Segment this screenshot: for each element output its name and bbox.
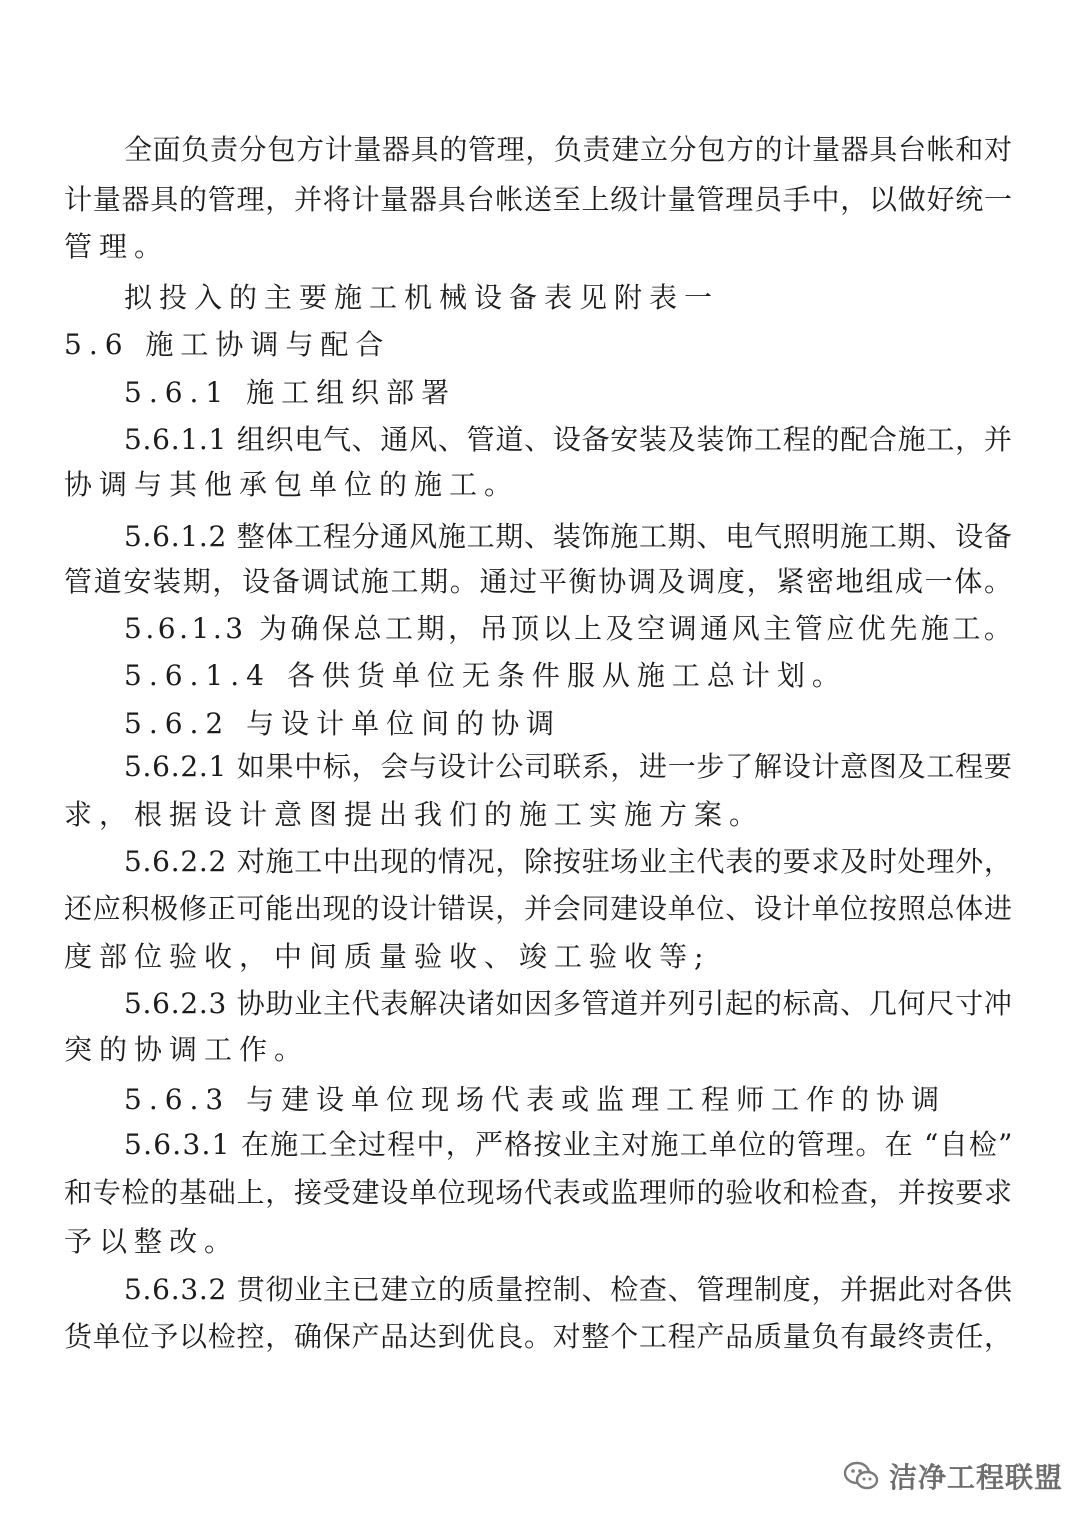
text-line: 5.6.1.3 为确保总工期，吊顶以上及空调通风主管应优先施工。 <box>124 612 1016 645</box>
text-line: 突的协调工作。 <box>64 1033 310 1066</box>
text-line: 5.6.2.2 对施工中出现的情况，除按驻场业主代表的要求及时处理外， <box>124 845 1013 878</box>
text-line: 协调与其他承包单位的施工。 <box>64 468 520 501</box>
text-line: 货单位予以检控，确保产品达到优良。对整个工程产品质量负有最终责任， <box>64 1320 1013 1353</box>
text-line: 5.6.2 与设计单位间的协调 <box>124 707 562 740</box>
text-line: 拟投入的主要施工机械设备表见附表一 <box>124 281 720 314</box>
text-line: 5.6.1 施工组织部署 <box>124 376 457 409</box>
text-line: 求，根据设计意图提出我们的施工实施方案。 <box>64 798 765 831</box>
text-line: 度部位验收，中间质量验收、竣工验收等; <box>64 940 711 973</box>
text-line: 5.6.1.1 组织电气、通风、管道、设备安装及装饰工程的配合施工，并 <box>124 423 1013 456</box>
text-line: 予以整改。 <box>64 1225 240 1258</box>
wechat-icon <box>843 1460 879 1492</box>
text-line: 5.6.2.1 如果中标，会与设计公司联系，进一步了解设计意图及工程要 <box>124 750 1013 783</box>
text-line: 全面负责分包方计量器具的管理，负责建立分包方的计量器具台帐和对 <box>124 133 1013 166</box>
text-line: 计量器具的管理，并将计量器具台帐送至上级计量管理员手中，以做好统一 <box>64 183 1013 216</box>
text-line: 5.6.1.4 各供货单位无条件服从施工总计划。 <box>124 659 847 692</box>
text-line: 5.6 施工协调与配合 <box>64 328 391 361</box>
text-line: 还应积极修正可能出现的设计错误，并会同建设单位、设计单位按照总体进 <box>64 892 1013 925</box>
text-line: 管道安装期，设备调试施工期。通过平衡协调及调度，紧密地组成一体。 <box>64 565 1014 598</box>
text-line: 5.6.1.2 整体工程分通风施工期、装饰施工期、电气照明施工期、设备 <box>124 520 1013 553</box>
text-line: 5.6.3.2 贯彻业主已建立的质量控制、检查、管理制度，并据此对各供 <box>124 1273 1013 1306</box>
text-line: 5.6.3 与建设单位现场代表或监理工程师工作的协调 <box>124 1083 947 1116</box>
watermark-text: 洁净工程联盟 <box>889 1461 1064 1494</box>
text-line: 5.6.2.3 协助业主代表解决诸如因多管道并列引起的标高、几何尺寸冲 <box>124 987 1013 1020</box>
text-line: 管理。 <box>64 230 170 263</box>
text-line: 和专检的基础上，接受建设单位现场代表或监理师的验收和检查，并按要求 <box>64 1176 1013 1209</box>
watermark <box>843 1454 1063 1498</box>
text-line: 5.6.3.1 在施工全过程中，严格按业主对施工单位的管理。在 “自检” <box>124 1128 1014 1161</box>
